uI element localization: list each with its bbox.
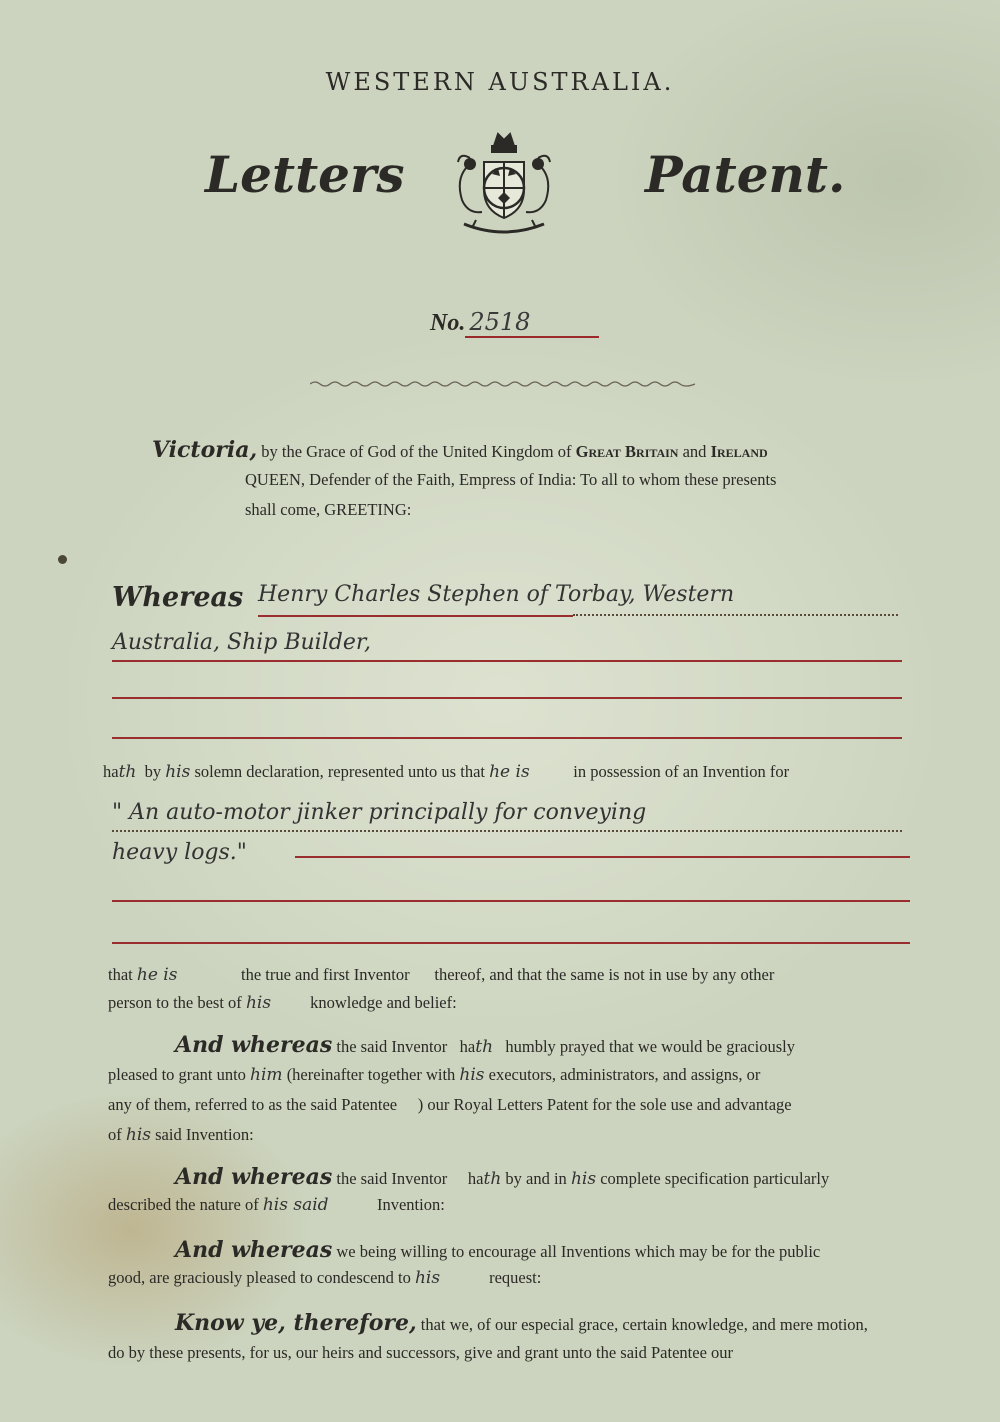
- clause-4-line-1: Know ye, therefore, that we, of our especial grace, certain knowledge, and mere motion,: [175, 1310, 868, 1336]
- invention-title-2: heavy logs.": [112, 840, 247, 865]
- patent-number-value: 2518: [465, 308, 599, 338]
- ink-spot: [58, 555, 67, 564]
- inventor-line-1: that he is the true and first Inventor thereof, and that the same is not in use by any other: [108, 965, 775, 985]
- clause-1-line-3: any of them, referred to as the said Patentee ) our Royal Letters Patent for the sole use and advantage: [108, 1095, 792, 1114]
- clause-1-line-2: pleased to grant unto him (hereinafter together with his executors, administrators, and assigns, or: [108, 1065, 761, 1085]
- patent-number: [430, 308, 599, 338]
- applicant-name: Henry Charles Stephen of Torbay, Western: [258, 582, 735, 607]
- clause-3-line-1: And whereas we being willing to encourage all Inventions which may be for the public: [175, 1237, 821, 1263]
- clause-4-line-2: do by these presents, for us, our heirs and successors, give and grant unto the said Patentee our: [108, 1343, 734, 1362]
- preamble-line-3: shall come, GREETING:: [245, 500, 412, 519]
- document-heading: WESTERN AUSTRALIA.: [325, 68, 675, 96]
- inventor-line-2: person to the best of his knowledge and belief:: [108, 993, 457, 1013]
- declaration-line: hath by his solemn declaration, represented unto us that he is in possession of an Invention for: [103, 762, 790, 782]
- clause-1-line-1: And whereas the said Inventor hath humbly prayed that we would be graciously: [175, 1032, 795, 1058]
- preamble-line-1: Victoria, by the Grace of God of the United Kingdom of Great Britain and Ireland: [152, 437, 768, 463]
- clause-2-line-2: described the nature of his said Invention:: [108, 1195, 445, 1215]
- victoria-lead: Victoria,: [152, 437, 258, 463]
- clause-2-line-1: And whereas the said Inventor hath by and in his complete specification particularly: [175, 1164, 830, 1190]
- clause-1-line-4: of his said Invention:: [108, 1125, 254, 1145]
- whereas-lead: Whereas: [112, 582, 244, 613]
- preamble-line-2: QUEEN, Defender of the Faith, Empress of India: To all to whom these presents: [245, 470, 777, 489]
- invention-title-1: " An auto-motor jinker principally for conveying: [112, 800, 647, 825]
- clause-3-line-2: good, are graciously pleased to condescend to his request:: [108, 1268, 542, 1288]
- ornamental-divider: [310, 380, 695, 388]
- patent-title: Patent.: [645, 145, 846, 204]
- patent-number-label: No.: [430, 310, 466, 336]
- royal-coat-of-arms-icon: [448, 128, 560, 243]
- applicant-location: Australia, Ship Builder,: [112, 630, 371, 655]
- letters-title: Letters: [205, 145, 405, 204]
